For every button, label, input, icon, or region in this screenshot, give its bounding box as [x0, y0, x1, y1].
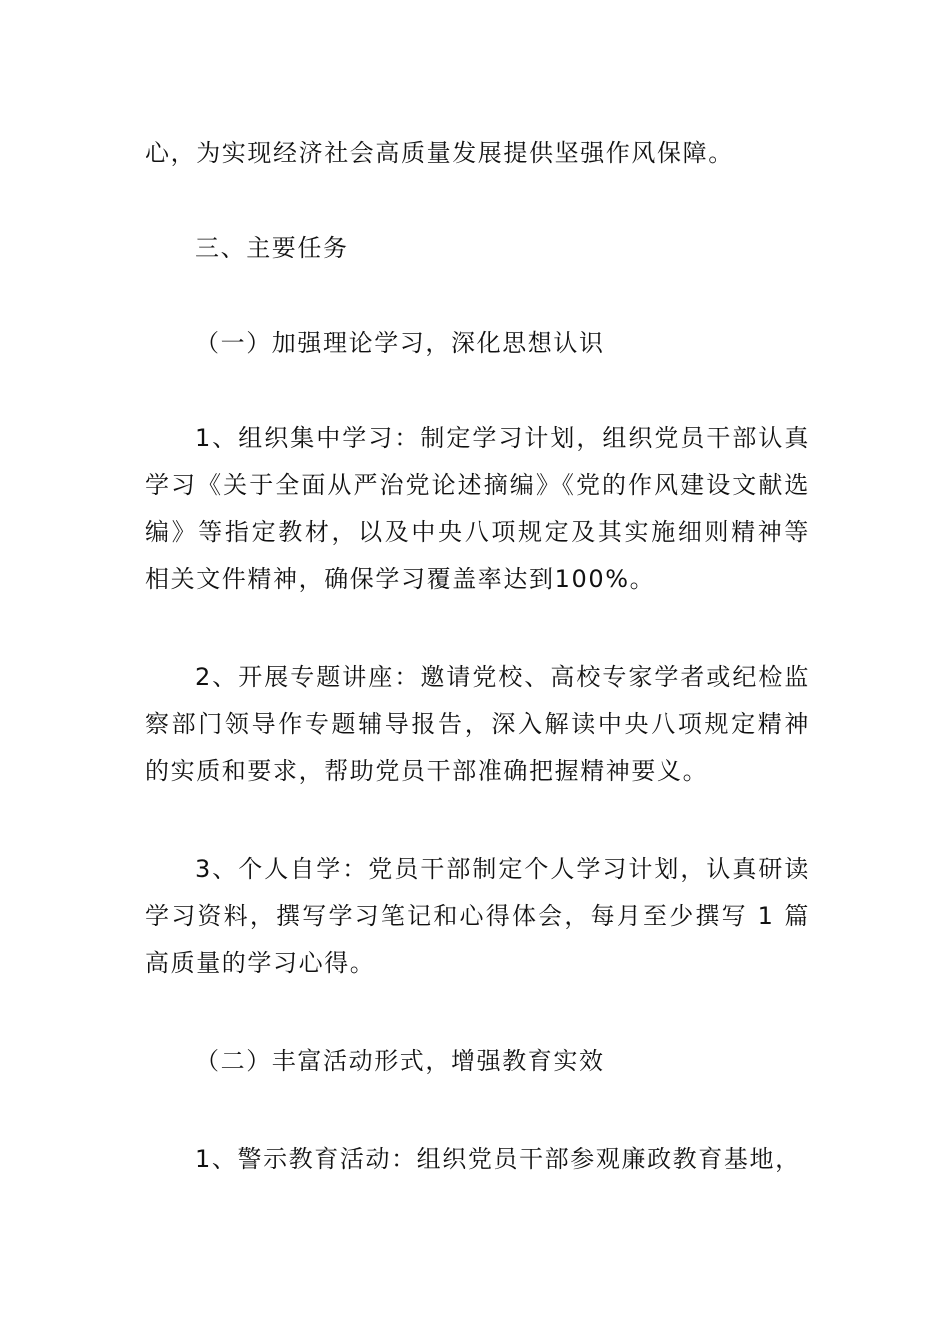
subsection-heading-2: （二）丰富活动形式，增强教育实效	[195, 1047, 605, 1075]
paragraph-continuation: 心，为实现经济社会高质量发展提供坚强作风保障。	[145, 139, 734, 167]
document-body	[145, 130, 810, 1183]
subsection-heading-1: （一）加强理论学习，深化思想认识	[195, 329, 605, 357]
paragraph-item-1-2: 2、开展专题讲座：邀请党校、高校专家学者或纪检监察部门领导作专题辅导报告，深入解读中央八项规定精神的实质和要求，帮助党员干部准确把握精神要义。	[145, 663, 810, 785]
paragraph-item-1-3: 3、个人自学：党员干部制定个人学习计划，认真研读学习资料，撰写学习笔记和心得体会，每月至少撰写 1 篇高质量的学习心得。	[145, 855, 810, 977]
paragraph-item-1-1: 1、组织集中学习：制定学习计划，组织党员干部认真学习《关于全面从严治党论述摘编》《党的作风建设文献选编》等指定教材，以及中央八项规定及其实施细则精神等相关文件精神，确保学习覆盖率达到100%。	[145, 424, 810, 593]
paragraph-item-2-1: 1、警示教育活动：组织党员干部参观廉政教育基地，	[195, 1145, 801, 1173]
section-heading-main-tasks: 三、主要任务	[195, 234, 349, 262]
